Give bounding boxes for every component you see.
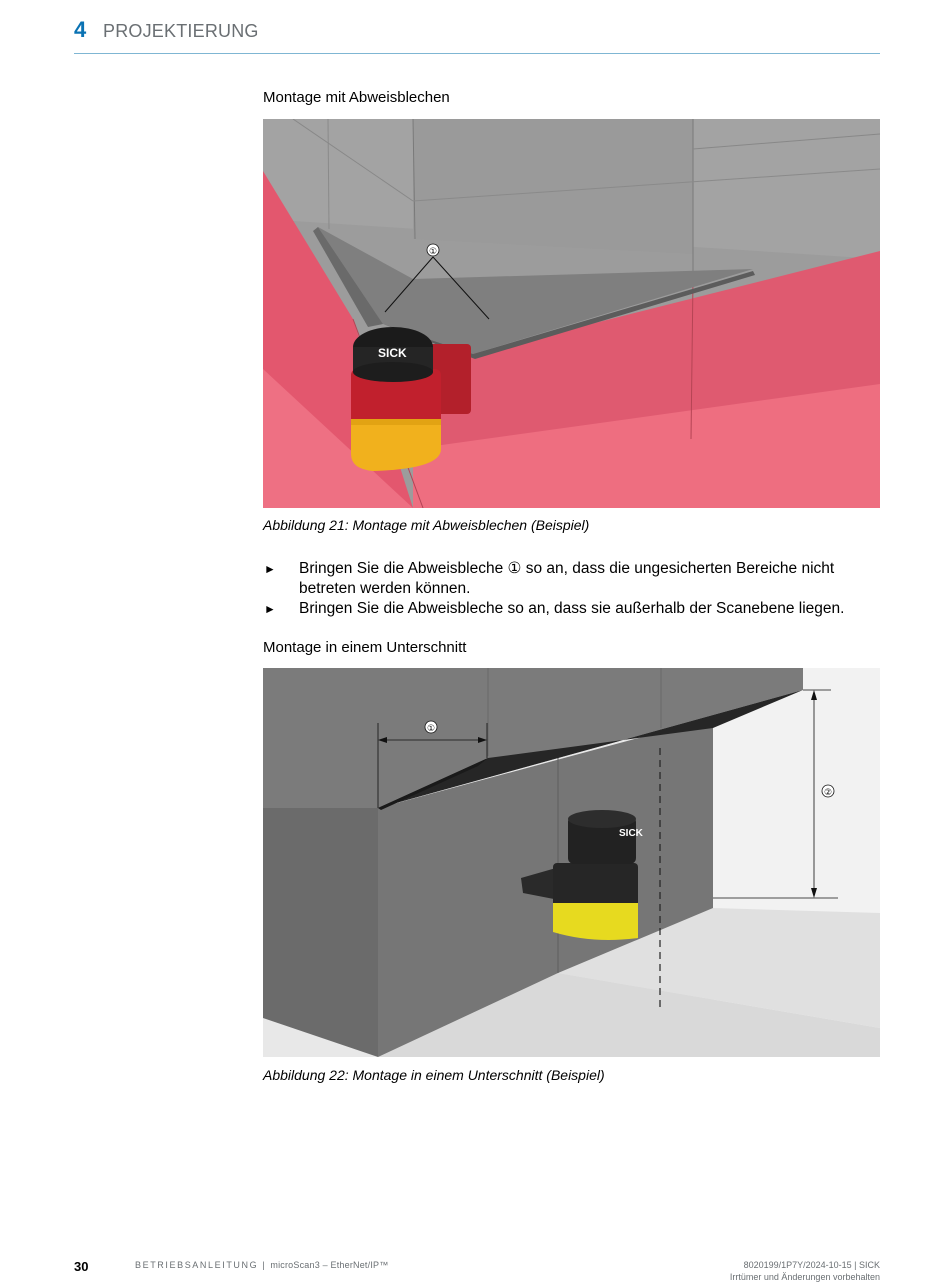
instruction-list [263, 559, 880, 619]
footer-doc-info: BETRIEBSANLEITUNG | microScan3 – EtherNet/IP™ [135, 1260, 389, 1270]
instruction-item [263, 599, 880, 619]
section-heading-undercut: Montage in einem Unterschnitt [263, 639, 467, 656]
footer-meta [730, 1259, 880, 1283]
page-header [74, 16, 880, 54]
figure-undercut-mounting [263, 668, 880, 1057]
arrow-icon: ► [264, 562, 276, 576]
instruction-item [263, 559, 880, 599]
brand-logo: SICK [619, 828, 643, 839]
product-name: microScan3 – EtherNet/IP™ [270, 1260, 389, 1270]
chapter-title: PROJEKTIERUNG [103, 21, 259, 41]
callout-2: ② [823, 788, 833, 798]
page-number: 30 [74, 1259, 89, 1274]
instruction-text: Bringen Sie die Abweisbleche ① so an, dass die ungesicherten Bereiche nicht betreten werden können. [299, 560, 835, 597]
deflector-illustration [263, 119, 880, 508]
doc-id: 8020199/1P7Y/2024-10-15 | SICK [743, 1260, 880, 1270]
figure-deflector-mounting [263, 119, 880, 508]
arrow-icon: ► [264, 602, 276, 616]
instruction-text: Bringen Sie die Abweisbleche so an, dass sie außerhalb der Scanebene liegen. [299, 600, 845, 617]
doc-type: BETRIEBSANLEITUNG [135, 1260, 259, 1270]
figure-caption-21: Abbildung 21: Montage mit Abweisblechen (Beispiel) [263, 517, 590, 533]
brand-logo: SICK [378, 346, 407, 360]
callout-1: ① [426, 724, 436, 734]
section-heading-deflector: Montage mit Abweisblechen [263, 89, 450, 106]
disclaimer: Irrtümer und Änderungen vorbehalten [729, 1272, 880, 1282]
callout-1: ① [428, 247, 438, 257]
undercut-illustration [263, 668, 880, 1057]
figure-caption-22: Abbildung 22: Montage in einem Unterschnitt (Beispiel) [263, 1067, 605, 1083]
chapter-number: 4 [74, 17, 87, 42]
